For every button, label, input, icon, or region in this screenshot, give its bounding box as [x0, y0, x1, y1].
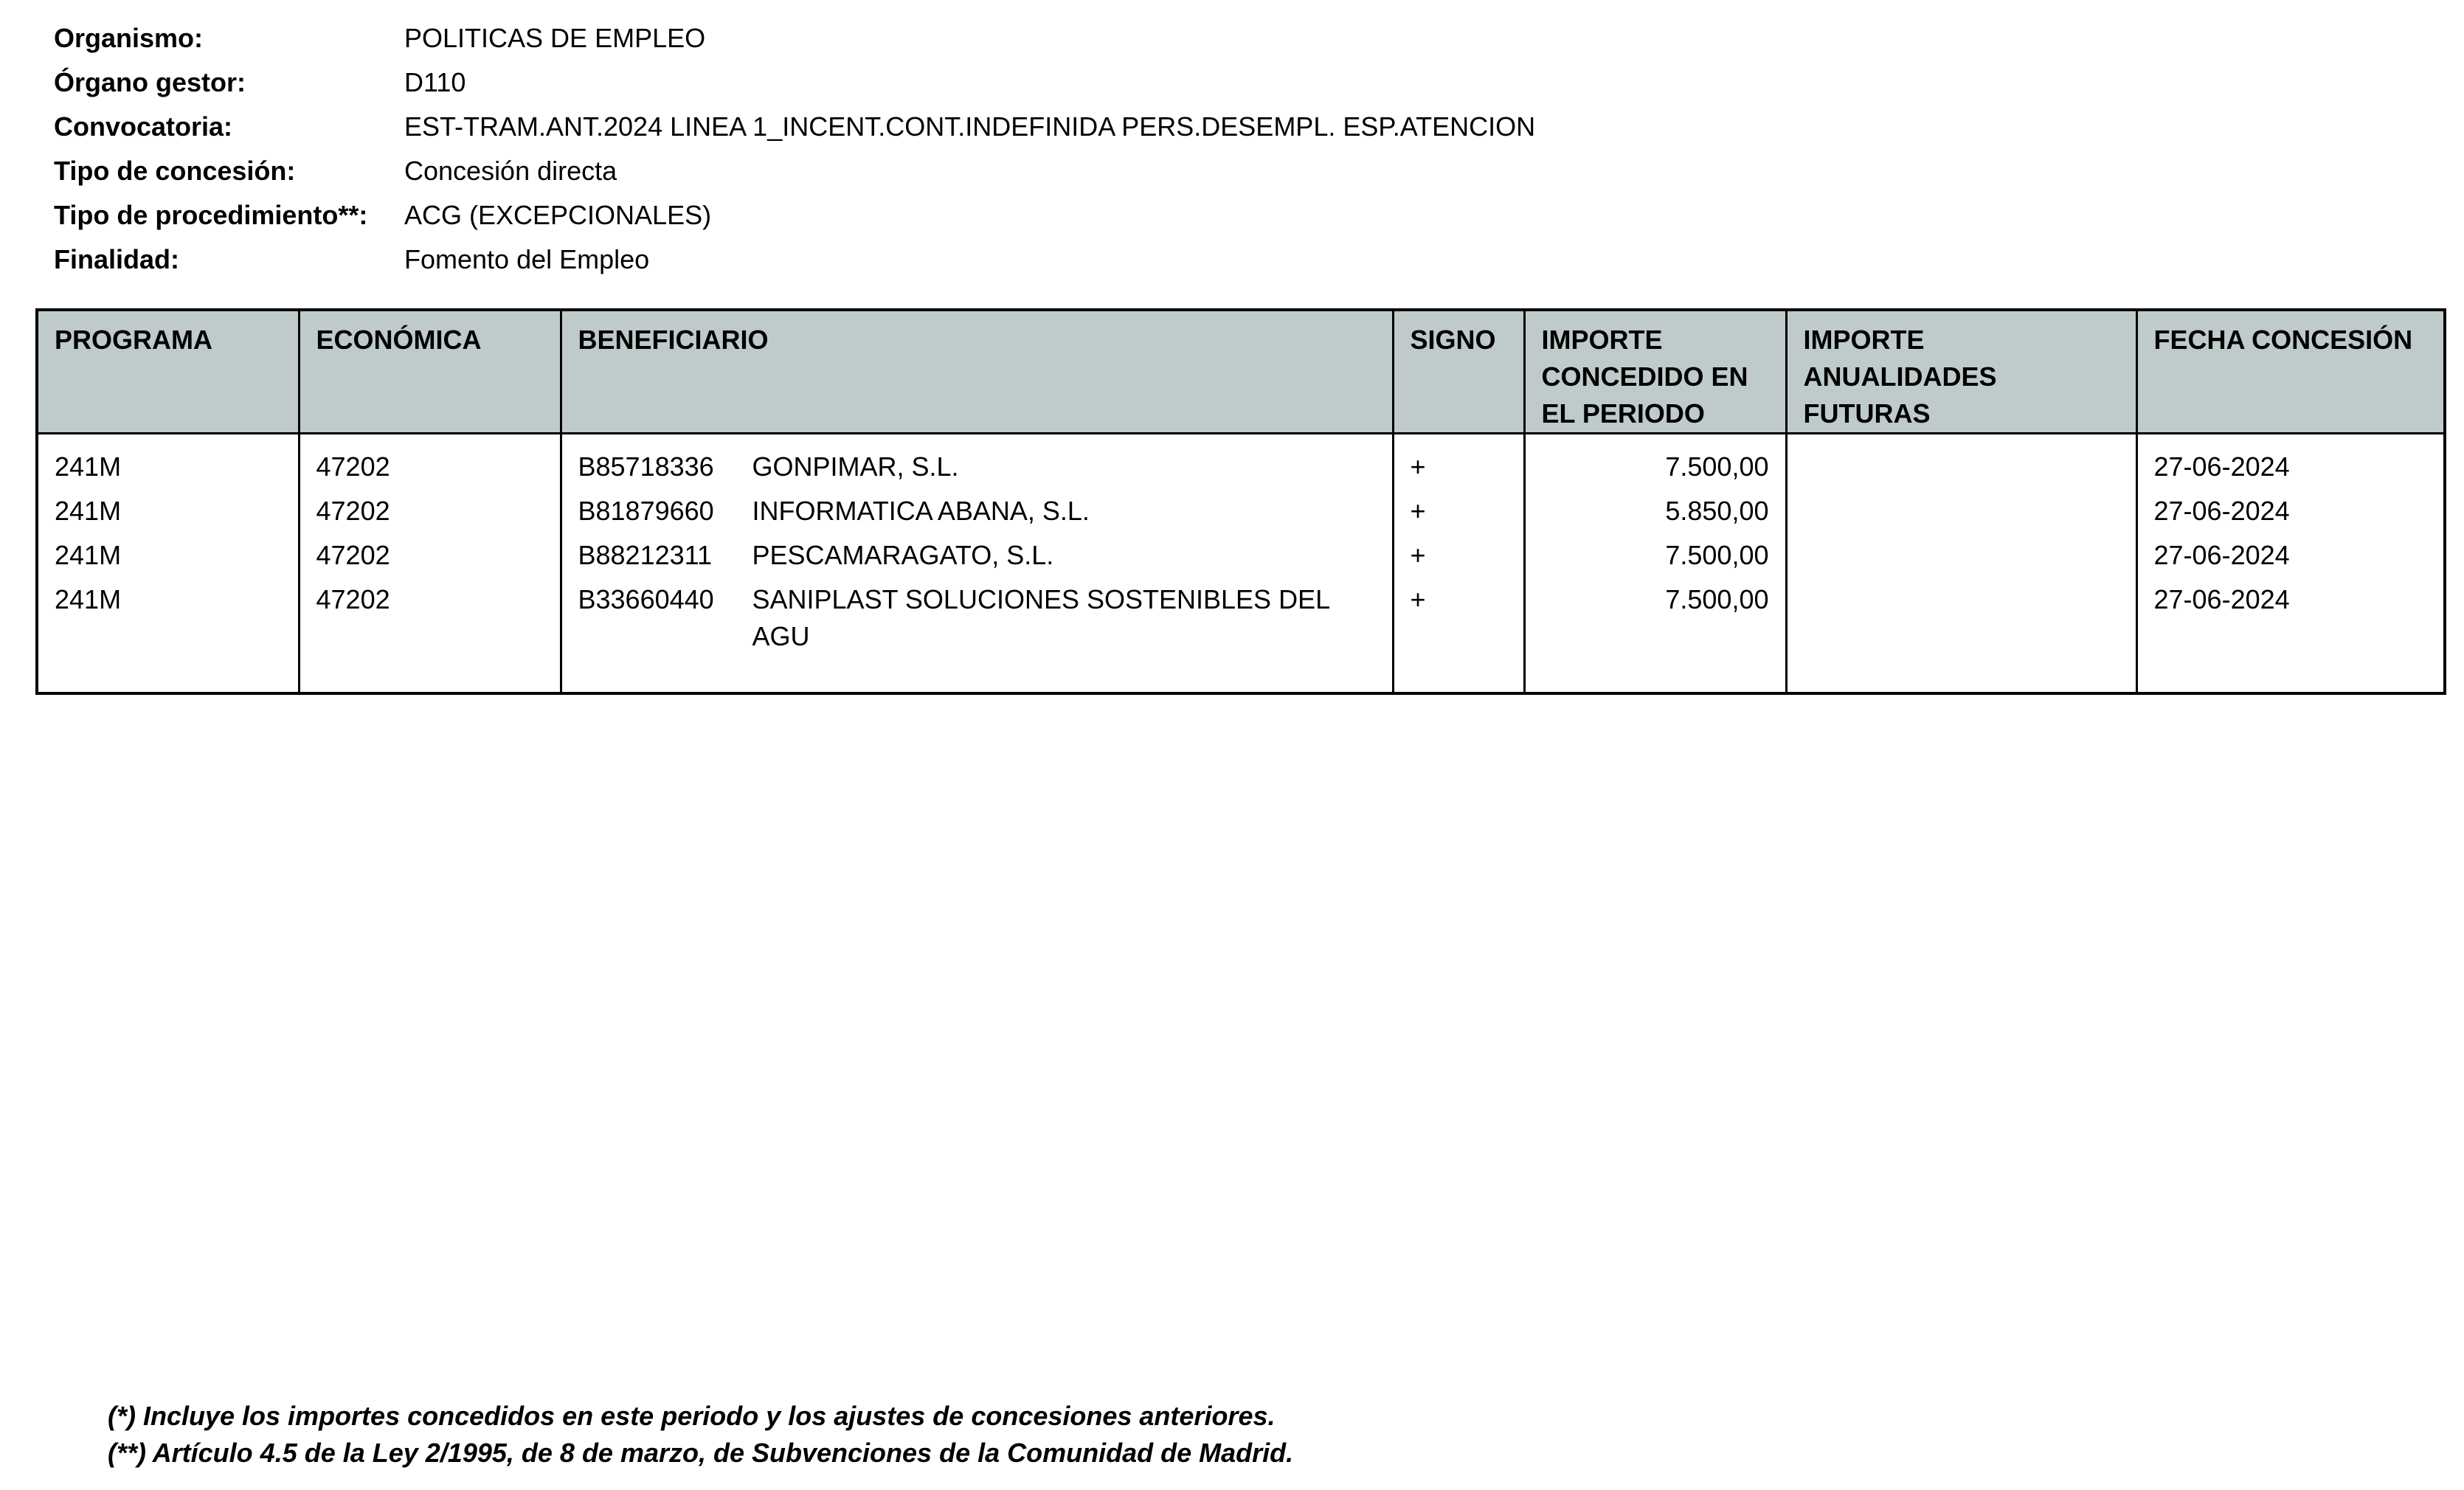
cell-beneficiario [561, 533, 1393, 578]
footnotes [108, 1398, 1293, 1472]
grants-table [35, 308, 2446, 695]
meta-label: Órgano gestor: [54, 67, 246, 97]
cell-beneficiario [561, 578, 1393, 693]
cell-beneficiario [561, 489, 1393, 533]
header-importe-concedido: IMPORTE CONCEDIDO EN EL PERIODO [1524, 310, 1786, 434]
table-row [37, 489, 2445, 533]
beneficiario-nif: B88212311 [578, 540, 713, 570]
cell-economica: 47202 [299, 434, 561, 490]
header-beneficiario: BENEFICIARIO [561, 310, 1393, 434]
beneficiario-block [578, 578, 1376, 655]
cell-fecha: 27-06-2024 [2136, 533, 2445, 578]
footnote-ley: (**) Artículo 4.5 de la Ley 2/1995, de 8 de marzo, de Subvenciones de la Comunidad de Madrid. [108, 1438, 1294, 1468]
meta-value: D110 [404, 67, 466, 97]
beneficiario-nif: B85718336 [578, 451, 714, 482]
meta-label: Organismo: [54, 23, 204, 53]
header-fecha-concesion: FECHA CONCESIÓN [2136, 310, 2445, 434]
cell-anualidades [1786, 578, 2136, 693]
cell-signo: + [1393, 489, 1524, 533]
meta-row-tipo-procedimiento [54, 193, 1535, 238]
cell-economica: 47202 [299, 489, 561, 533]
footnote-importes: (*) Incluye los importes concedidos en este periodo y los ajustes de concesiones anteriores. [108, 1401, 1276, 1431]
beneficiario-block [578, 533, 1376, 578]
cell-anualidades [1786, 533, 2136, 578]
header-programa: PROGRAMA [37, 310, 299, 434]
beneficiario-block [578, 445, 1376, 489]
meta-value: Fomento del Empleo [404, 244, 650, 274]
meta-row-finalidad [54, 238, 1535, 282]
cell-economica: 47202 [299, 578, 561, 693]
table-row [37, 533, 2445, 578]
meta-label: Tipo de procedimiento**: [54, 200, 368, 230]
cell-importe: 7.500,00 [1524, 533, 1786, 578]
cell-fecha: 27-06-2024 [2136, 578, 2445, 693]
table-header-row [37, 310, 2445, 434]
meta-row-organo-gestor [54, 60, 1535, 105]
table-row [37, 578, 2445, 693]
cell-signo: + [1393, 533, 1524, 578]
cell-programa: 241M [37, 533, 299, 578]
meta-value: Concesión directa [404, 156, 617, 186]
cell-beneficiario [561, 434, 1393, 490]
header-economica: ECONÓMICA [299, 310, 561, 434]
meta-value: EST-TRAM.ANT.2024 LINEA 1_INCENT.CONT.INDEFINIDA PERS.DESEMPL. ESP.ATENCION [404, 111, 1536, 142]
beneficiario-nif: B33660440 [578, 584, 714, 614]
header-signo: SIGNO [1393, 310, 1524, 434]
meta-label: Finalidad: [54, 244, 179, 274]
meta-row-organismo [54, 16, 1535, 60]
meta-value: POLITICAS DE EMPLEO [404, 23, 706, 53]
table-row [37, 434, 2445, 490]
cell-programa: 241M [37, 578, 299, 693]
meta-value: ACG (EXCEPCIONALES) [404, 200, 712, 230]
cell-programa: 241M [37, 489, 299, 533]
cell-importe: 7.500,00 [1524, 578, 1786, 693]
beneficiario-nif: B81879660 [578, 496, 714, 526]
grant-metadata [54, 16, 1535, 282]
cell-signo: + [1393, 434, 1524, 490]
cell-fecha: 27-06-2024 [2136, 434, 2445, 490]
beneficiario-name: SANIPLAST SOLUCIONES SOSTENIBLES DEL AGU [752, 584, 1329, 651]
cell-economica: 47202 [299, 533, 561, 578]
meta-label: Convocatoria: [54, 111, 233, 142]
cell-programa: 241M [37, 434, 299, 490]
meta-label: Tipo de concesión: [54, 156, 296, 186]
beneficiario-name: GONPIMAR, S.L. [752, 451, 959, 482]
beneficiario-block [578, 489, 1376, 533]
cell-anualidades [1786, 489, 2136, 533]
meta-row-convocatoria [54, 105, 1535, 149]
beneficiario-name: INFORMATICA ABANA, S.L. [752, 496, 1090, 526]
cell-signo: + [1393, 578, 1524, 693]
cell-importe: 5.850,00 [1524, 489, 1786, 533]
cell-importe: 7.500,00 [1524, 434, 1786, 490]
cell-anualidades [1786, 434, 2136, 490]
meta-row-tipo-concesion [54, 149, 1535, 193]
cell-fecha: 27-06-2024 [2136, 489, 2445, 533]
beneficiario-name: PESCAMARAGATO, S.L. [752, 540, 1054, 570]
header-importe-anualidades: IMPORTE ANUALIDADES FUTURAS [1786, 310, 2136, 434]
